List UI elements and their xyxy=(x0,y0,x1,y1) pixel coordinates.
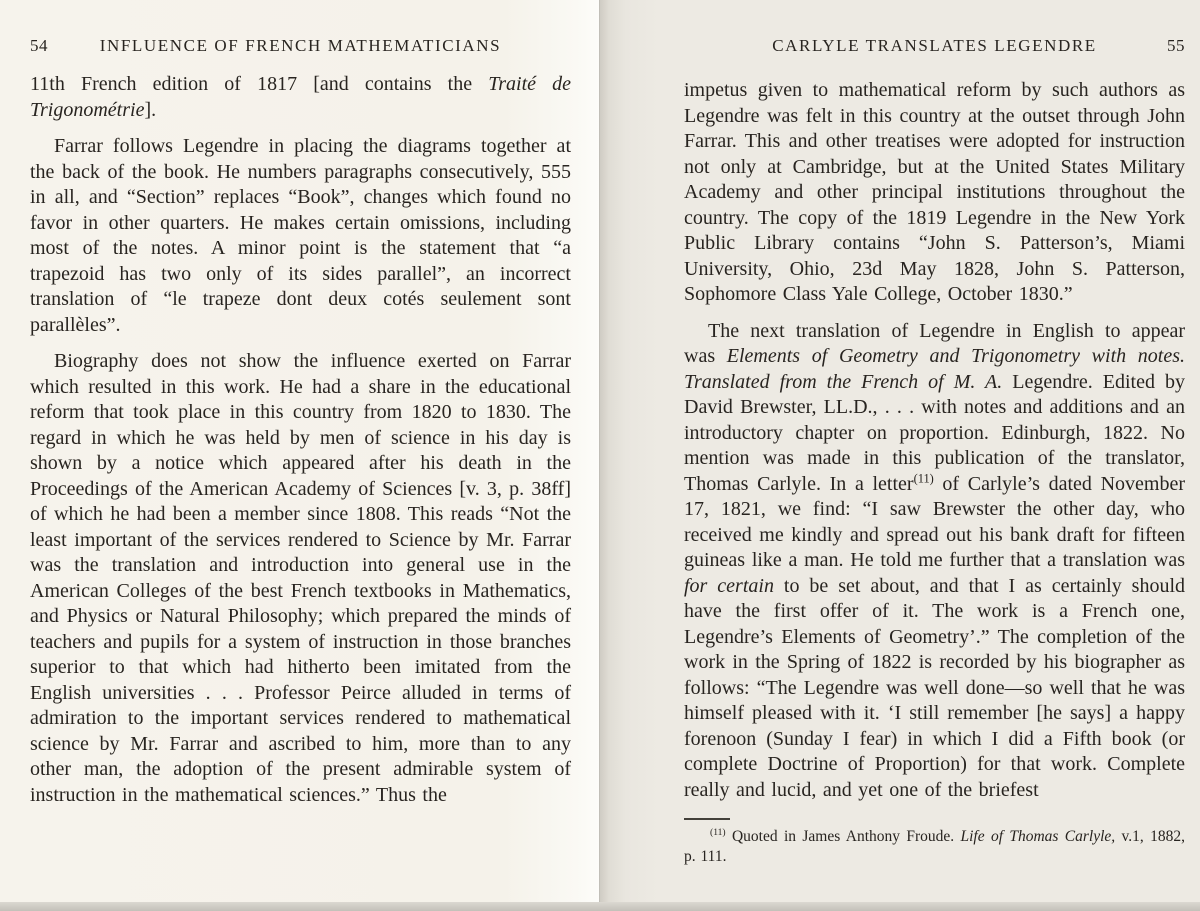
left-page-body xyxy=(30,72,571,819)
body-paragraph: Biography does not show the influence exerted on Farrar which resulted in this work. He had a share in the educational reform that took place in this country from 1820 to 1830. The regard in which he was held by men of science in his day is shown by a notice which appeared after his death in the Proceedings of the American Academy of Sciences [v. 3, p. 38ff] of which he had been a member since 1808. This reads “Not the least important of the services rendered to Science by Mr. Farrar was the translation and introduction into general use in the American Colleges of the best French textbooks in Mathematics, and Physics or Natural Philosophy; which prepared the minds of teachers and pupils for a system of instruction in those branches superior to that which had hitherto been imitated from the English universities . . . Professor Peirce alluded in terms of admiration to the important services rendered to mathematical science by Mr. Farrar and ascribed to him, more than to any other man, the adoption of the present admirable system of instruction in the mathematical sciences.” Thus the xyxy=(30,350,571,806)
body-paragraph: Farrar follows Legendre in placing the diagrams together at the back of the book. He numbers paragraphs consecutively, 555 in all, and “Section” replaces “Book”, changes which found no favor in other quarters. He makes certain omissions, including most of the notes. A minor point is the statement that “a trapezoid has two only of its sides parallel”, an incorrect translation of “le trapeze dont deux cotés seulement sont parallèles”. xyxy=(30,135,571,336)
left-page-header xyxy=(30,36,571,56)
body-paragraph: 11th French edition of 1817 [and contains the Traité de Trigonométrie]. xyxy=(30,73,571,121)
right-page-number: 55 xyxy=(1167,36,1185,55)
body-paragraph: The next translation of Legendre in English to appear was Elements of Geometry and Trigonometry with notes. Translated from the French of M. A. Legendre. Edited by David Brewster, LL.D., . . . with notes and additions and an introductory chapter on proportion. Edinburgh, 1822. No mention was made in this publication of the translator, Thomas Carlyle. In a letter$^{(11)}$ of Carlyle’s dated November 17, 1821, we find: “I saw Brewster the other day, who received me kindly and spread out his bank draft for fifteen guineas like a man. He told me further that a translation was for certain to be set about, and that I as certainly should have the first offer of it. The work is a French one, Legendre’s Elements of Geometry’.” The completion of the work in the Spring of 1822 is recorded by his biographer as follows: “The Legendre was well done—so well that he was himself pleased with it. ‘I still remember [he says] a happy forenoon (Sunday I fear) in which I did a Fifth book (or complete Doctrine of Proportion) for that work. Complete really and lucid, and yet one of the briefest xyxy=(684,319,1186,801)
left-running-title: INFLUENCE OF FRENCH MATHEMATICIANS xyxy=(99,36,502,55)
right-page-body xyxy=(684,78,1185,866)
bottom-page-edge xyxy=(0,902,1200,911)
footnote-rule xyxy=(684,818,730,820)
gutter-shadow xyxy=(599,0,600,911)
right-page xyxy=(600,0,1200,911)
body-paragraph: impetus given to mathematical reform by such authors as Legendre was felt in this country at the outset through John Farrar. This and other treatises were adopted for instruction not only at Cambridge, but at the United States Military Academy and other principal institutions throughout the country. The copy of the 1819 Legendre in the New York Public Library contains “John S. Patterson’s, Miami University, Ohio, 23d May 1828, John S. Patterson, Sophomore Class Yale College, October 1830.” xyxy=(684,79,1185,305)
footnote-text: $^{(11)}$ Quoted in James Anthony Froude. Life of Thomas Carlyle, v.1, 1882, p. 111. xyxy=(684,826,1185,865)
left-page-number: 54 xyxy=(30,36,48,55)
right-page-header xyxy=(684,36,1185,56)
footnote xyxy=(684,818,1185,866)
right-running-title: CARLYLE TRANSLATES LEGENDRE xyxy=(772,36,1097,55)
